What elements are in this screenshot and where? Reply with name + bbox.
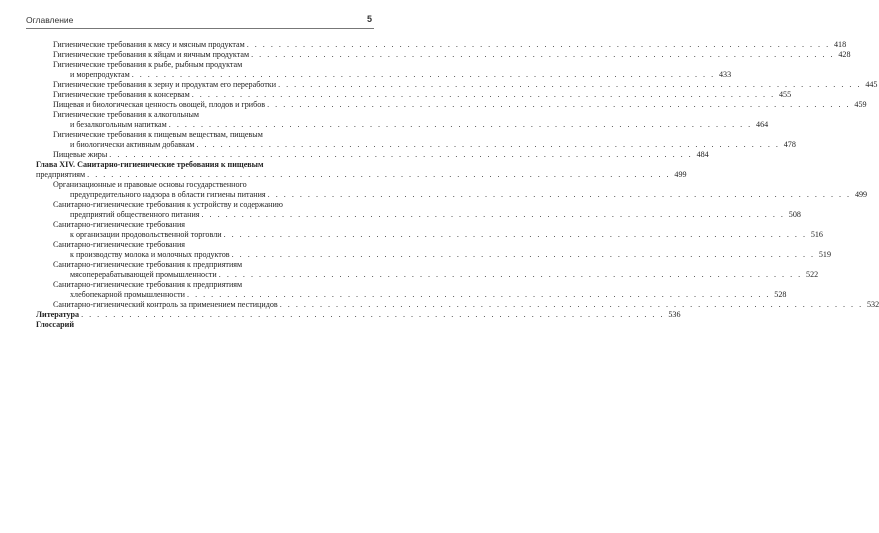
toc-entry-page: 532 xyxy=(866,300,879,309)
toc-entry-title-cont: к производству молока и молочных продуктов xyxy=(70,250,230,259)
running-title: Оглавление xyxy=(26,15,74,25)
toc-entry-legal-line1[interactable] xyxy=(53,180,350,189)
toc-entry-grain[interactable] xyxy=(53,80,878,89)
dot-leader xyxy=(219,270,802,279)
toc-entry-page: 418 xyxy=(833,40,847,49)
toc-entry-dairy-line2[interactable] xyxy=(70,250,832,259)
toc-entry-title: Организационные и правовые основы государственного xyxy=(53,180,247,189)
dot-leader xyxy=(192,90,775,99)
toc-entry-meat-industry-line2[interactable] xyxy=(70,270,819,279)
chapter-title-cont: предприятиям xyxy=(36,170,86,179)
toc-entry-page: 433 xyxy=(718,70,732,79)
toc-entry-page: 499 xyxy=(674,170,687,179)
toc-entry-title-cont: и морепродуктам xyxy=(70,70,130,79)
toc-entry-title: Санитарно-гигиенический контроль за применением пестицидов xyxy=(53,300,278,309)
dot-leader xyxy=(247,40,830,49)
toc-entry-page: 478 xyxy=(783,140,796,149)
dot-leader xyxy=(251,50,834,59)
toc-entry-page: 464 xyxy=(756,120,769,129)
toc-entry-page: 445 xyxy=(865,80,878,89)
toc-entry-page: 536 xyxy=(668,310,681,319)
toc-chapter-xiv-line2[interactable] xyxy=(36,170,687,179)
toc-entry-title: Санитарно-гигиенические требования к предприятиям xyxy=(53,260,243,269)
toc-entry-title: Гигиенические требования к яйцам и яичным продуктам xyxy=(53,50,250,59)
toc-entry-page: 528 xyxy=(774,290,787,299)
dot-leader xyxy=(87,170,670,179)
toc-entry-title: Гигиенические требования к зерну и продуктам его переработки xyxy=(53,80,277,89)
dot-leader xyxy=(268,190,851,199)
toc-entry-title: Гигиенические требования к пищевым веществам, пищевым xyxy=(53,130,263,139)
toc-entry-trade-line1[interactable] xyxy=(53,220,350,229)
toc-entry-fish-line1[interactable] xyxy=(53,60,350,69)
toc-entry-title: Пищевая и биологическая ценность овощей, плодов и грибов xyxy=(53,100,266,109)
toc-entry-page: 455 xyxy=(778,90,792,99)
toc-entry-page: 459 xyxy=(854,100,867,109)
toc-entry-title-cont: и безалкогольным напиткам xyxy=(70,120,167,129)
dot-leader xyxy=(280,300,863,309)
toc-entry-trade-line2[interactable] xyxy=(70,230,823,239)
toc-entry-page: 516 xyxy=(810,230,823,239)
toc-entry-bakery-line1[interactable] xyxy=(53,280,350,289)
dot-leader xyxy=(196,140,779,149)
dot-leader xyxy=(187,290,770,299)
toc-entry-fats[interactable] xyxy=(53,150,709,159)
toc-entry-legal-line2[interactable] xyxy=(70,190,868,199)
toc-entry-dairy-line1[interactable] xyxy=(53,240,350,249)
toc-entry-title: Санитарно-гигиенические требования xyxy=(53,240,186,249)
toc-entry-title-cont: предупредительного надзора в области гигиены питания xyxy=(70,190,266,199)
toc-entry-title: Гигиенические требования к мясу и мясным продуктам xyxy=(53,40,245,49)
toc-entry-title-cont: хлебопекарной промышленности xyxy=(70,290,186,299)
toc-entry-glossary[interactable] xyxy=(36,320,350,329)
dot-leader xyxy=(278,80,861,89)
toc-entry-title: Пищевые жиры xyxy=(53,150,108,159)
dot-leader xyxy=(169,120,752,129)
toc-entry-meat[interactable] xyxy=(53,40,847,49)
toc-entry-title: Гигиенические требования к консервам xyxy=(53,90,190,99)
toc-entry-catering-line2[interactable] xyxy=(70,210,801,219)
toc-entry-page: 522 xyxy=(806,270,819,279)
dot-leader xyxy=(224,230,807,239)
dot-leader xyxy=(132,70,715,79)
dot-leader xyxy=(202,210,785,219)
toc-entry-title: Гигиенические требования к алкогольным xyxy=(53,110,200,119)
toc-entry-eggs[interactable] xyxy=(53,50,851,59)
toc-entry-title: Гигиенические требования к рыбе, рыбным продуктам xyxy=(53,60,243,69)
dot-leader xyxy=(109,150,692,159)
toc-entry-additives-line1[interactable] xyxy=(53,130,350,139)
toc-entry-title: Литература xyxy=(36,310,80,319)
dot-leader xyxy=(81,310,664,319)
toc-entry-title-cont: и биологически активным добавкам xyxy=(70,140,195,149)
toc-entry-page: 428 xyxy=(838,50,851,59)
toc-entry-title: Санитарно-гигиенические требования xyxy=(53,220,186,229)
toc-entry-page: 499 xyxy=(854,190,868,199)
toc-entry-title-cont: предприятий общественного питания xyxy=(70,210,200,219)
page-number: 5 xyxy=(366,14,372,24)
toc-entry-drinks-line2[interactable] xyxy=(70,120,769,129)
toc-entry-title: Санитарно-гигиенические требования к предприятиям xyxy=(53,280,243,289)
toc-entry-title: Глоссарий xyxy=(36,320,74,329)
toc-entry-title: Санитарно-гигиенические требования к устройству и содержанию xyxy=(53,200,283,209)
toc-entry-bakery-line2[interactable] xyxy=(70,290,787,299)
dot-leader xyxy=(267,100,850,109)
toc-entry-title-cont: мясоперерабатывающей промышленности xyxy=(70,270,217,279)
toc-entry-additives-line2[interactable] xyxy=(70,140,796,149)
toc-entry-canned[interactable] xyxy=(53,90,792,99)
dot-leader xyxy=(232,250,815,259)
toc-entry-page: 519 xyxy=(818,250,832,259)
toc-entry-catering-line1[interactable] xyxy=(53,200,350,209)
chapter-title: Глава XIV. Санитарно-гигиенические требования к пищевым xyxy=(36,160,264,169)
toc-entry-drinks-line1[interactable] xyxy=(53,110,350,119)
toc-entry-page: 508 xyxy=(788,210,801,219)
toc-entry-page: 484 xyxy=(696,150,709,159)
toc-entry-fish-line2[interactable] xyxy=(70,70,732,79)
toc-entry-literature[interactable] xyxy=(36,310,681,319)
toc-entry-title-cont: к организации продовольственной торговли xyxy=(70,230,222,239)
toc-entry-pesticides[interactable] xyxy=(53,300,879,309)
toc-entry-vegetables[interactable] xyxy=(53,100,867,109)
toc-entry-meat-industry-line1[interactable] xyxy=(53,260,350,269)
toc-chapter-xiv-line1[interactable] xyxy=(36,160,350,169)
